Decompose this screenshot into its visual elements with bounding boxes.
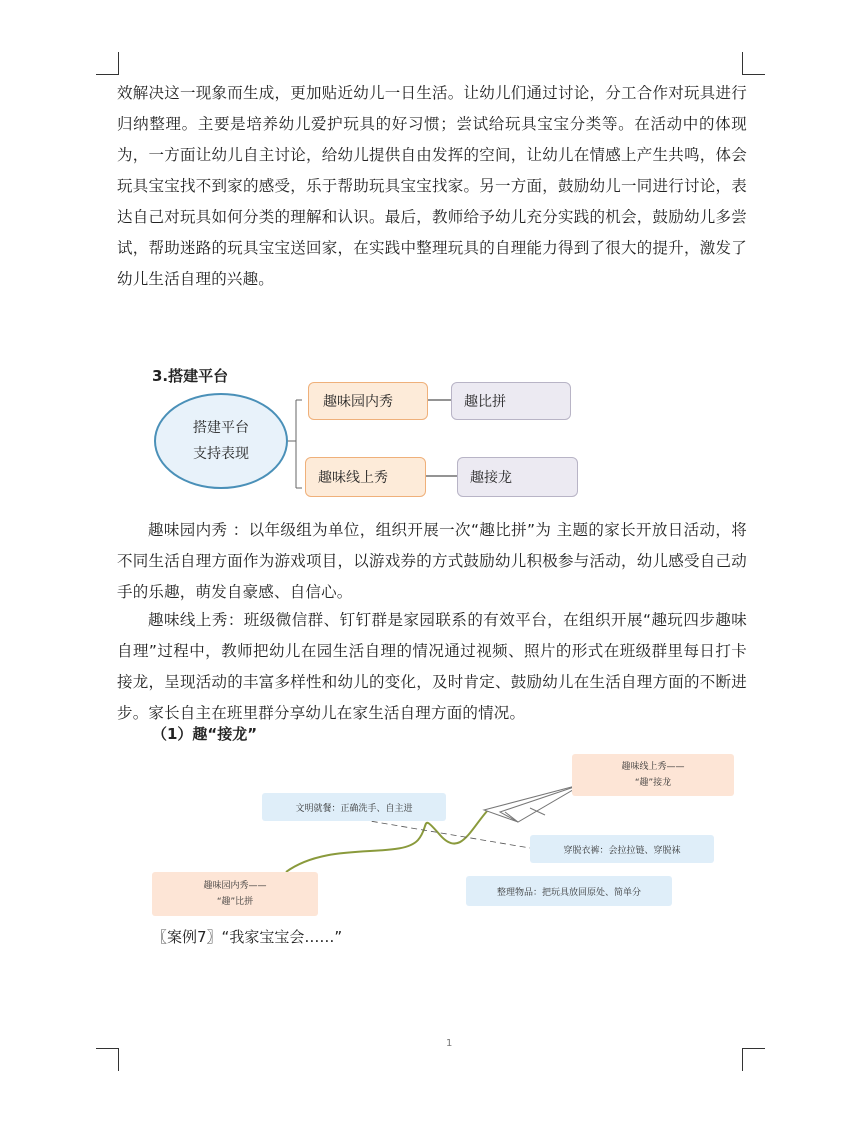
node-online-show-label: 趣味线上秀 bbox=[318, 470, 388, 486]
page-number: 1 bbox=[446, 1038, 453, 1049]
node-online-show-relay bbox=[572, 754, 734, 796]
intro-paragraph-text: 效解决这一现象而生成，更加贴近幼儿一日生活。让幼儿们通过讨论，分工合作对玩具进行归纳整理。主要是培养幼儿爱护玩具的好习惯；尝试给玩具宝宝分类等。在活动中的体现为，一方面让幼儿自主讨论，给幼儿提供自由发挥的空间，让幼儿在情感上产生共鸣，体会玩具宝宝找不到家的感受，乐于帮助玩具宝宝找家。另一方面，鼓励幼儿一同进行讨论，表达自己对玩具如何分类的理解和认识。最后，教师给予幼儿充分实践的机会，鼓励幼儿多尝试，帮助迷路的玩具宝宝送回家，在实践中整理玩具的自理能力得到了很大的提升，激发了幼儿生活自理的兴趣。 bbox=[117, 84, 747, 288]
node-campus-show-competition bbox=[152, 872, 318, 916]
node-relay-label: 趣接龙 bbox=[470, 470, 512, 486]
center-node-line2: 支持表现 bbox=[193, 446, 249, 462]
paper-plane-icon bbox=[484, 784, 583, 822]
node-dress-label: 穿脱衣裤：会拉拉链、穿脱袜 bbox=[563, 845, 681, 856]
node-dress bbox=[530, 835, 714, 863]
subheading-relay: （1）趣“接龙” bbox=[152, 725, 258, 743]
node-online-title: 趣味线上秀—— bbox=[621, 762, 685, 772]
center-node-line1: 搭建平台 bbox=[193, 420, 249, 436]
node-tidy-label: 整理物品：把玩具放回原处、简单分 bbox=[496, 887, 641, 898]
section-heading: 3.搭建平台 bbox=[152, 367, 229, 385]
node-campus-sub: “趣”比拼 bbox=[216, 897, 254, 907]
node-tidy bbox=[466, 876, 672, 906]
case-title: 〖案例7〗“我家宝宝会……” bbox=[152, 928, 343, 946]
campus-show-paragraph-text: 趣味园内秀 ：以年级组为单位，组织开展一次“趣比拼”为 主题的家长开放日活动，将不同生活自理方面作为游戏项目，以游戏券的方式鼓励幼儿积极参与活动，幼儿感受自己动手的乐趣，萌发自豪感、自信心。 bbox=[117, 521, 747, 601]
node-online-sub: “趣”接龙 bbox=[634, 778, 672, 788]
node-competition-label: 趣比拼 bbox=[464, 394, 506, 410]
node-meal-label: 文明就餐：正确洗手、自主进 bbox=[295, 803, 413, 814]
diagram2-dashed-line bbox=[352, 818, 530, 848]
node-campus-title: 趣味园内秀—— bbox=[203, 881, 267, 891]
node-campus-show-label: 趣味园内秀 bbox=[323, 394, 393, 410]
online-show-paragraph-text: 趣味线上秀：班级微信群、钉钉群是家园联系的有效平台，在组织开展“趣玩四步趣味自理”过程中，教师把幼儿在园生活自理的情况通过视频、照片的形式在班级群里每日打卡接龙，呈现活动的丰富多样性和幼儿的变化，及时肯定、鼓励幼儿在生活自理方面的不断进步。家长自主在班里群分享幼儿在家生活自理方面的情况。 bbox=[117, 611, 747, 722]
node-meal bbox=[262, 793, 446, 821]
